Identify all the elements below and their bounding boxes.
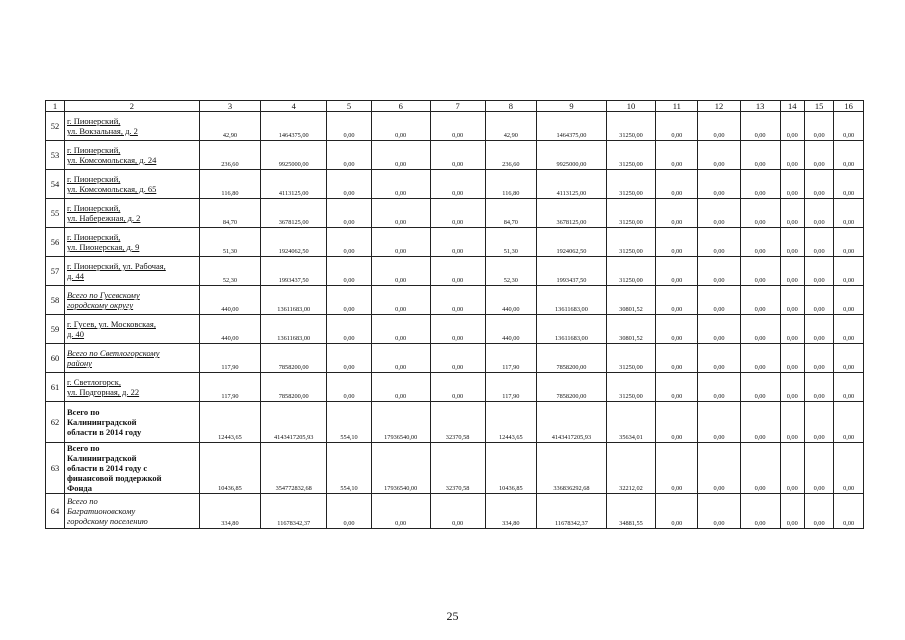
value-cell: 0,00 bbox=[834, 228, 864, 257]
value-cell: 11678342,37 bbox=[261, 494, 327, 529]
value-cell: 354772832,68 bbox=[261, 443, 327, 494]
value-cell: 1924062,50 bbox=[537, 228, 607, 257]
value-cell: 0,00 bbox=[656, 199, 698, 228]
column-header: 14 bbox=[780, 101, 804, 112]
row-number: 64 bbox=[46, 494, 65, 529]
value-cell: 0,00 bbox=[327, 199, 371, 228]
value-cell: 236,60 bbox=[199, 141, 260, 170]
value-cell: 0,00 bbox=[804, 494, 834, 529]
value-cell: 0,00 bbox=[371, 199, 430, 228]
row-number: 53 bbox=[46, 141, 65, 170]
value-cell: 9925000,00 bbox=[537, 141, 607, 170]
address-cell bbox=[64, 257, 199, 286]
value-cell: 554,10 bbox=[327, 443, 371, 494]
address-line: Фонда bbox=[66, 483, 92, 493]
value-cell: 0,00 bbox=[430, 170, 485, 199]
value-cell: 13611683,00 bbox=[261, 315, 327, 344]
value-cell: 336836292,68 bbox=[537, 443, 607, 494]
value-cell: 4143417205,93 bbox=[537, 402, 607, 443]
row-number: 55 bbox=[46, 199, 65, 228]
value-cell: 0,00 bbox=[740, 315, 780, 344]
value-cell: 0,00 bbox=[804, 286, 834, 315]
value-cell: 117,90 bbox=[199, 373, 260, 402]
value-cell: 0,00 bbox=[740, 112, 780, 141]
value-cell: 0,00 bbox=[698, 199, 740, 228]
address-line: г. Светлогорск, bbox=[66, 377, 121, 387]
value-cell: 0,00 bbox=[698, 373, 740, 402]
value-cell: 0,00 bbox=[698, 141, 740, 170]
value-cell: 0,00 bbox=[740, 373, 780, 402]
value-cell: 0,00 bbox=[371, 494, 430, 529]
value-cell: 0,00 bbox=[698, 112, 740, 141]
value-cell: 0,00 bbox=[371, 344, 430, 373]
value-cell: 7858200,00 bbox=[537, 373, 607, 402]
value-cell: 0,00 bbox=[740, 170, 780, 199]
value-cell: 10436,85 bbox=[199, 443, 260, 494]
table-row bbox=[46, 228, 864, 257]
column-header: 16 bbox=[834, 101, 864, 112]
value-cell: 0,00 bbox=[780, 402, 804, 443]
value-cell: 0,00 bbox=[656, 170, 698, 199]
value-cell: 0,00 bbox=[834, 443, 864, 494]
value-cell: 42,90 bbox=[485, 112, 537, 141]
address-cell bbox=[64, 494, 199, 529]
value-cell: 0,00 bbox=[804, 344, 834, 373]
address-line: Всего по bbox=[66, 407, 100, 417]
value-cell: 0,00 bbox=[834, 344, 864, 373]
value-cell: 4143417205,93 bbox=[261, 402, 327, 443]
row-number: 62 bbox=[46, 402, 65, 443]
value-cell: 3678125,00 bbox=[261, 199, 327, 228]
value-cell: 0,00 bbox=[698, 170, 740, 199]
value-cell: 7858200,00 bbox=[261, 373, 327, 402]
value-cell: 0,00 bbox=[740, 494, 780, 529]
address-line: д. 44 bbox=[66, 271, 85, 281]
address-line: Всего по Гусевскому bbox=[66, 290, 140, 300]
value-cell: 0,00 bbox=[371, 257, 430, 286]
value-cell: 35634,01 bbox=[606, 402, 656, 443]
table-row bbox=[46, 141, 864, 170]
header-row bbox=[46, 101, 864, 112]
address-cell bbox=[64, 141, 199, 170]
address-line: ул. Подгорная, д. 22 bbox=[66, 387, 140, 397]
value-cell: 0,00 bbox=[656, 402, 698, 443]
value-cell: 117,90 bbox=[485, 344, 537, 373]
value-cell: 0,00 bbox=[740, 443, 780, 494]
address-cell bbox=[64, 315, 199, 344]
value-cell: 84,70 bbox=[485, 199, 537, 228]
value-cell: 0,00 bbox=[834, 402, 864, 443]
row-number: 61 bbox=[46, 373, 65, 402]
table-row bbox=[46, 402, 864, 443]
column-header: 5 bbox=[327, 101, 371, 112]
value-cell: 0,00 bbox=[834, 494, 864, 529]
value-cell: 0,00 bbox=[780, 199, 804, 228]
value-cell: 17936540,00 bbox=[371, 443, 430, 494]
value-cell: 0,00 bbox=[740, 402, 780, 443]
value-cell: 0,00 bbox=[780, 315, 804, 344]
value-cell: 0,00 bbox=[656, 443, 698, 494]
column-header: 6 bbox=[371, 101, 430, 112]
value-cell: 0,00 bbox=[698, 344, 740, 373]
address-line: г. Пионерский, ул. Рабочая, bbox=[66, 261, 166, 271]
value-cell: 84,70 bbox=[199, 199, 260, 228]
value-cell: 7858200,00 bbox=[537, 344, 607, 373]
value-cell: 1924062,50 bbox=[261, 228, 327, 257]
value-cell: 1464375,00 bbox=[261, 112, 327, 141]
table-row bbox=[46, 286, 864, 315]
value-cell: 440,00 bbox=[485, 286, 537, 315]
value-cell: 0,00 bbox=[371, 373, 430, 402]
value-cell: 0,00 bbox=[834, 141, 864, 170]
value-cell: 42,90 bbox=[199, 112, 260, 141]
address-line: Всего по bbox=[66, 496, 98, 506]
value-cell: 12443,65 bbox=[199, 402, 260, 443]
value-cell: 0,00 bbox=[371, 141, 430, 170]
value-cell: 0,00 bbox=[834, 315, 864, 344]
address-cell bbox=[64, 170, 199, 199]
value-cell: 0,00 bbox=[780, 494, 804, 529]
value-cell: 0,00 bbox=[327, 494, 371, 529]
address-line: ул. Комсомольская, д. 65 bbox=[66, 184, 157, 194]
value-cell: 0,00 bbox=[656, 257, 698, 286]
value-cell: 0,00 bbox=[327, 170, 371, 199]
value-cell: 1993437,50 bbox=[261, 257, 327, 286]
value-cell: 0,00 bbox=[371, 112, 430, 141]
value-cell: 0,00 bbox=[656, 494, 698, 529]
value-cell: 0,00 bbox=[430, 286, 485, 315]
value-cell: 0,00 bbox=[780, 170, 804, 199]
address-line: г. Пионерский, bbox=[66, 232, 121, 242]
column-header: 9 bbox=[537, 101, 607, 112]
value-cell: 0,00 bbox=[371, 315, 430, 344]
address-line: городскому округу bbox=[66, 300, 134, 310]
value-cell: 0,00 bbox=[430, 494, 485, 529]
value-cell: 0,00 bbox=[740, 228, 780, 257]
column-header: 12 bbox=[698, 101, 740, 112]
value-cell: 31250,00 bbox=[606, 170, 656, 199]
address-cell bbox=[64, 286, 199, 315]
column-header: 15 bbox=[804, 101, 834, 112]
value-cell: 0,00 bbox=[804, 170, 834, 199]
value-cell: 34881,55 bbox=[606, 494, 656, 529]
address-line: г. Гусев, ул. Московская, bbox=[66, 319, 156, 329]
value-cell: 0,00 bbox=[804, 402, 834, 443]
table-row bbox=[46, 170, 864, 199]
address-cell bbox=[64, 344, 199, 373]
value-cell: 0,00 bbox=[834, 286, 864, 315]
value-cell: 0,00 bbox=[371, 228, 430, 257]
column-header: 4 bbox=[261, 101, 327, 112]
table-row bbox=[46, 373, 864, 402]
value-cell: 0,00 bbox=[430, 344, 485, 373]
value-cell: 10436,85 bbox=[485, 443, 537, 494]
address-cell bbox=[64, 112, 199, 141]
table-row bbox=[46, 112, 864, 141]
value-cell: 1993437,50 bbox=[537, 257, 607, 286]
address-line: Всего по bbox=[66, 443, 100, 453]
address-cell bbox=[64, 228, 199, 257]
value-cell: 0,00 bbox=[698, 257, 740, 286]
address-line: ул. Пионерская, д. 9 bbox=[66, 242, 140, 252]
value-cell: 0,00 bbox=[780, 443, 804, 494]
table-row bbox=[46, 344, 864, 373]
value-cell: 3678125,00 bbox=[537, 199, 607, 228]
value-cell: 9925000,00 bbox=[261, 141, 327, 170]
column-header: 7 bbox=[430, 101, 485, 112]
value-cell: 0,00 bbox=[327, 228, 371, 257]
column-header: 10 bbox=[606, 101, 656, 112]
value-cell: 0,00 bbox=[327, 344, 371, 373]
value-cell: 0,00 bbox=[780, 373, 804, 402]
value-cell: 0,00 bbox=[834, 373, 864, 402]
value-cell: 117,90 bbox=[485, 373, 537, 402]
value-cell: 440,00 bbox=[199, 315, 260, 344]
value-cell: 0,00 bbox=[780, 228, 804, 257]
address-line: г. Пионерский, bbox=[66, 174, 121, 184]
value-cell: 12443,65 bbox=[485, 402, 537, 443]
address-line: г. Пионерский, bbox=[66, 145, 121, 155]
value-cell: 51,30 bbox=[199, 228, 260, 257]
value-cell: 334,80 bbox=[485, 494, 537, 529]
value-cell: 0,00 bbox=[804, 199, 834, 228]
value-cell: 31250,00 bbox=[606, 344, 656, 373]
value-cell: 236,60 bbox=[485, 141, 537, 170]
row-number: 54 bbox=[46, 170, 65, 199]
value-cell: 0,00 bbox=[780, 141, 804, 170]
value-cell: 52,30 bbox=[485, 257, 537, 286]
value-cell: 17936540,00 bbox=[371, 402, 430, 443]
table-body bbox=[46, 101, 864, 529]
value-cell: 0,00 bbox=[698, 443, 740, 494]
table-row bbox=[46, 443, 864, 494]
row-number: 58 bbox=[46, 286, 65, 315]
value-cell: 0,00 bbox=[371, 286, 430, 315]
value-cell: 51,30 bbox=[485, 228, 537, 257]
value-cell: 0,00 bbox=[371, 170, 430, 199]
address-line: Калининградской bbox=[66, 453, 137, 463]
value-cell: 4113125,00 bbox=[261, 170, 327, 199]
address-line: Калининградской bbox=[66, 417, 137, 427]
table-row bbox=[46, 494, 864, 529]
budget-table bbox=[45, 100, 864, 529]
table-row bbox=[46, 199, 864, 228]
value-cell: 0,00 bbox=[656, 344, 698, 373]
value-cell: 0,00 bbox=[656, 112, 698, 141]
value-cell: 0,00 bbox=[804, 141, 834, 170]
address-line: г. Пионерский, bbox=[66, 116, 121, 126]
row-number: 57 bbox=[46, 257, 65, 286]
value-cell: 0,00 bbox=[656, 373, 698, 402]
value-cell: 31250,00 bbox=[606, 199, 656, 228]
value-cell: 7858200,00 bbox=[261, 344, 327, 373]
value-cell: 0,00 bbox=[430, 373, 485, 402]
page-number: 25 bbox=[446, 609, 459, 623]
value-cell: 440,00 bbox=[199, 286, 260, 315]
address-line: области в 2014 году bbox=[66, 427, 142, 437]
address-line: Всего по Светлогорскому bbox=[66, 348, 160, 358]
address-cell bbox=[64, 199, 199, 228]
table-row bbox=[46, 315, 864, 344]
address-line: финансовой поддержкой bbox=[66, 473, 162, 483]
value-cell: 0,00 bbox=[804, 373, 834, 402]
column-header: 13 bbox=[740, 101, 780, 112]
value-cell: 31250,00 bbox=[606, 373, 656, 402]
address-line: д. 40 bbox=[66, 329, 85, 339]
value-cell: 0,00 bbox=[834, 112, 864, 141]
value-cell: 0,00 bbox=[834, 257, 864, 286]
value-cell: 0,00 bbox=[804, 112, 834, 141]
row-number: 52 bbox=[46, 112, 65, 141]
value-cell: 0,00 bbox=[698, 315, 740, 344]
value-cell: 0,00 bbox=[327, 373, 371, 402]
value-cell: 0,00 bbox=[327, 286, 371, 315]
value-cell: 0,00 bbox=[656, 286, 698, 315]
column-header: 3 bbox=[199, 101, 260, 112]
value-cell: 0,00 bbox=[740, 286, 780, 315]
value-cell: 0,00 bbox=[740, 199, 780, 228]
address-line: г. Пионерский, bbox=[66, 203, 121, 213]
value-cell: 0,00 bbox=[804, 257, 834, 286]
value-cell: 0,00 bbox=[804, 315, 834, 344]
value-cell: 32212,02 bbox=[606, 443, 656, 494]
row-number: 56 bbox=[46, 228, 65, 257]
table-row bbox=[46, 257, 864, 286]
value-cell: 30801,52 bbox=[606, 286, 656, 315]
row-number: 60 bbox=[46, 344, 65, 373]
value-cell: 0,00 bbox=[698, 402, 740, 443]
value-cell: 52,30 bbox=[199, 257, 260, 286]
row-number: 59 bbox=[46, 315, 65, 344]
value-cell: 0,00 bbox=[698, 494, 740, 529]
value-cell: 0,00 bbox=[740, 344, 780, 373]
column-header: 1 bbox=[46, 101, 65, 112]
address-line: городскому поселению bbox=[66, 516, 148, 526]
value-cell: 0,00 bbox=[327, 257, 371, 286]
value-cell: 31250,00 bbox=[606, 112, 656, 141]
address-line: ул. Вокзальная, д. 2 bbox=[66, 126, 138, 136]
value-cell: 440,00 bbox=[485, 315, 537, 344]
address-line: ул. Комсомольская, д. 24 bbox=[66, 155, 157, 165]
value-cell: 13611683,00 bbox=[261, 286, 327, 315]
value-cell: 0,00 bbox=[656, 141, 698, 170]
value-cell: 0,00 bbox=[780, 344, 804, 373]
value-cell: 116,80 bbox=[485, 170, 537, 199]
value-cell: 0,00 bbox=[327, 141, 371, 170]
value-cell: 32370,58 bbox=[430, 402, 485, 443]
row-number: 63 bbox=[46, 443, 65, 494]
value-cell: 0,00 bbox=[804, 443, 834, 494]
value-cell: 0,00 bbox=[740, 141, 780, 170]
value-cell: 0,00 bbox=[780, 286, 804, 315]
value-cell: 0,00 bbox=[834, 199, 864, 228]
value-cell: 30801,52 bbox=[606, 315, 656, 344]
value-cell: 31250,00 bbox=[606, 228, 656, 257]
value-cell: 0,00 bbox=[780, 257, 804, 286]
value-cell: 0,00 bbox=[804, 228, 834, 257]
value-cell: 0,00 bbox=[780, 112, 804, 141]
value-cell: 13611683,00 bbox=[537, 315, 607, 344]
value-cell: 0,00 bbox=[834, 170, 864, 199]
value-cell: 0,00 bbox=[698, 286, 740, 315]
value-cell: 554,10 bbox=[327, 402, 371, 443]
value-cell: 1464375,00 bbox=[537, 112, 607, 141]
value-cell: 0,00 bbox=[656, 315, 698, 344]
value-cell: 31250,00 bbox=[606, 257, 656, 286]
value-cell: 0,00 bbox=[430, 257, 485, 286]
column-header: 8 bbox=[485, 101, 537, 112]
value-cell: 0,00 bbox=[698, 228, 740, 257]
value-cell: 0,00 bbox=[430, 315, 485, 344]
address-cell bbox=[64, 443, 199, 494]
address-line: Багратионовскому bbox=[66, 506, 136, 516]
value-cell: 31250,00 bbox=[606, 141, 656, 170]
value-cell: 0,00 bbox=[327, 315, 371, 344]
column-header: 11 bbox=[656, 101, 698, 112]
address-line: району bbox=[66, 358, 92, 368]
value-cell: 0,00 bbox=[430, 228, 485, 257]
address-cell bbox=[64, 373, 199, 402]
value-cell: 32370,58 bbox=[430, 443, 485, 494]
value-cell: 13611683,00 bbox=[537, 286, 607, 315]
value-cell: 0,00 bbox=[430, 112, 485, 141]
address-line: ул. Набережная, д. 2 bbox=[66, 213, 141, 223]
value-cell: 4113125,00 bbox=[537, 170, 607, 199]
address-line: области в 2014 году с bbox=[66, 463, 148, 473]
value-cell: 0,00 bbox=[656, 228, 698, 257]
value-cell: 116,80 bbox=[199, 170, 260, 199]
value-cell: 0,00 bbox=[327, 112, 371, 141]
value-cell: 11678342,37 bbox=[537, 494, 607, 529]
value-cell: 117,90 bbox=[199, 344, 260, 373]
value-cell: 334,80 bbox=[199, 494, 260, 529]
column-header: 2 bbox=[64, 101, 199, 112]
value-cell: 0,00 bbox=[740, 257, 780, 286]
value-cell: 0,00 bbox=[430, 199, 485, 228]
address-cell bbox=[64, 402, 199, 443]
value-cell: 0,00 bbox=[430, 141, 485, 170]
